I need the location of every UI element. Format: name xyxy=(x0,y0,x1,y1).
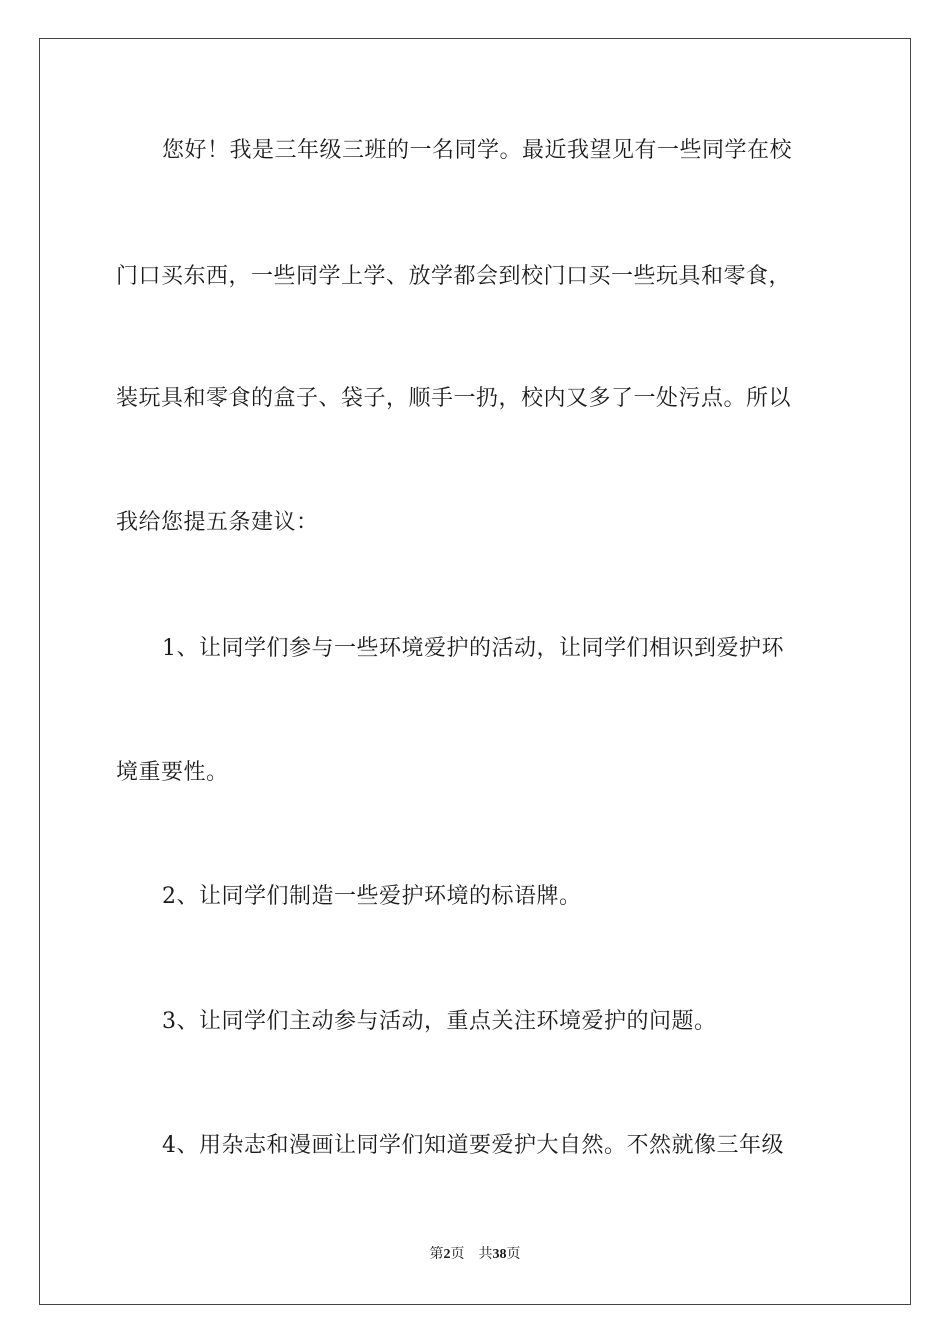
total-suffix: 页 xyxy=(506,1246,521,1262)
page-indicator xyxy=(430,1245,465,1264)
paragraph-line: 1、让同学们参与一些环境爱护的活动，让同学们相识到爱护环 xyxy=(162,636,784,661)
total-pages-indicator xyxy=(479,1245,521,1264)
total-prefix: 共 xyxy=(478,1246,493,1262)
page-footer xyxy=(0,1245,950,1264)
paragraph-line: 4、用杂志和漫画让同学们知道要爱护大自然。不然就像三年级 xyxy=(162,1133,784,1158)
paragraph-line: 2、让同学们制造一些爱护环境的标语牌。 xyxy=(162,884,582,909)
page-prefix: 第 xyxy=(429,1246,444,1262)
paragraph-line: 3、让同学们主动参与活动，重点关注环境爱护的问题。 xyxy=(162,1009,717,1034)
page-number: 2 xyxy=(443,1247,451,1262)
paragraph-line: 境重要性。 xyxy=(116,760,229,785)
paragraph-line: 装玩具和零食的盒子、袋子，顺手一扔，校内又多了一处污点。所以 xyxy=(116,386,792,411)
paragraph-line: 我给您提五条建议： xyxy=(116,510,319,535)
page-border xyxy=(39,38,911,1305)
total-pages: 38 xyxy=(492,1247,507,1262)
paragraph-line: 门口买东西，一些同学上学、放学都会到校门口买一些玩具和零食， xyxy=(116,264,792,289)
page-suffix: 页 xyxy=(450,1246,465,1262)
paragraph-line: 您好！我是三年级三班的一名同学。最近我望见有一些同学在校 xyxy=(162,138,793,163)
